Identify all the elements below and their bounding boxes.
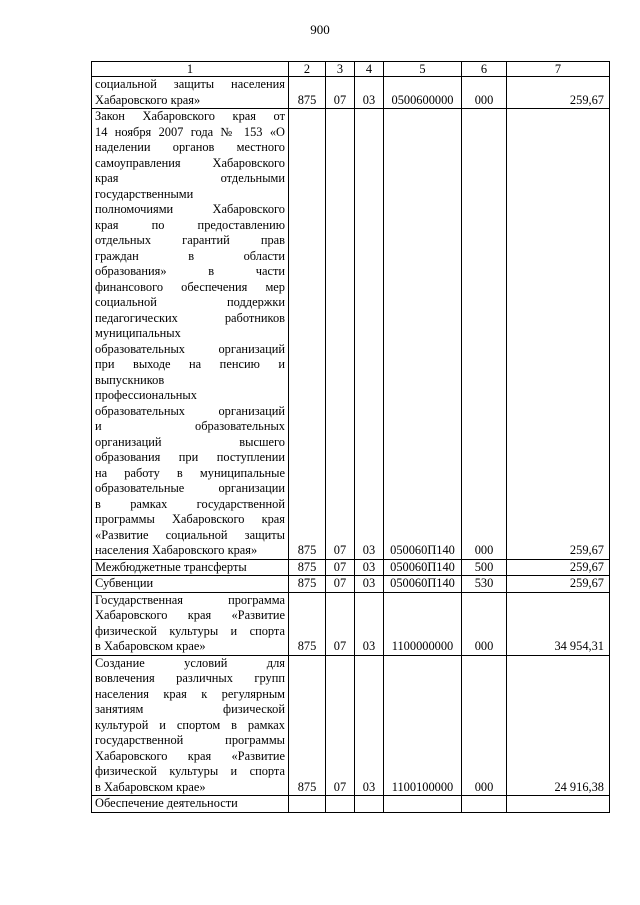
row-name-line: государственными — [95, 186, 194, 201]
row-name-line: образования» в части — [95, 264, 285, 278]
row-name-line: социальной поддержки — [95, 295, 285, 309]
target-article-cell: 1100000000 — [384, 592, 462, 655]
section-code-cell: 07 — [326, 77, 355, 109]
row-name-line: Государственная программа — [95, 592, 285, 607]
row-name-line: 14 ноября 2007 года № 153 «О — [95, 124, 285, 139]
row-name-cell — [92, 592, 289, 655]
ministry-code-cell: 875 — [289, 655, 326, 796]
subsection-code-cell: 03 — [355, 109, 384, 560]
row-name-line: организаций высшего — [95, 434, 285, 449]
column-header: 5 — [384, 62, 462, 77]
table-row — [92, 796, 610, 813]
expense-type-cell: 000 — [462, 77, 507, 109]
column-header: 3 — [326, 62, 355, 77]
row-name-cell — [92, 109, 289, 560]
section-code-cell — [326, 796, 355, 813]
target-article-cell: 050060П140 — [384, 559, 462, 576]
amount-cell: 259,67 — [507, 576, 610, 593]
page-number: 900 — [310, 22, 330, 37]
subsection-code-cell: 03 — [355, 559, 384, 576]
subsection-code-cell: 03 — [355, 592, 384, 655]
row-name-line: Межбюджетные трансферты — [95, 559, 247, 574]
row-name-line: «Развитие социальной защиты — [95, 527, 285, 542]
row-name-line: края по предоставлению — [95, 217, 285, 232]
row-name-line: выпускников — [95, 372, 165, 387]
subsection-code-cell: 03 — [355, 655, 384, 796]
row-name-line: занятиям физической — [95, 702, 285, 716]
row-name-line: в рамках государственной — [95, 496, 285, 511]
ministry-code-cell: 875 — [289, 576, 326, 593]
ministry-code-cell — [289, 796, 326, 813]
table-row — [92, 592, 610, 655]
table-body — [92, 77, 610, 813]
row-name-cell — [92, 77, 289, 109]
expense-type-cell: 000 — [462, 592, 507, 655]
row-name-line: Субвенции — [95, 576, 154, 590]
target-article-cell: 0500600000 — [384, 77, 462, 109]
column-header: 2 — [289, 62, 326, 77]
row-name-line: образовательных организаций — [95, 403, 285, 418]
row-name-line: образовательных организаций — [95, 341, 285, 356]
row-name-line: финансового обеспечения мер — [95, 279, 285, 294]
target-article-cell: 050060П140 — [384, 109, 462, 560]
expense-type-cell: 530 — [462, 576, 507, 593]
column-header: 4 — [355, 62, 384, 77]
row-name-line: Закон Хабаровского края от — [95, 109, 285, 123]
table-row — [92, 77, 610, 109]
row-name-line: Хабаровского края» — [95, 92, 201, 107]
row-name-line: вовлечения различных групп — [95, 671, 285, 685]
amount-cell: 259,67 — [507, 77, 610, 109]
target-article-cell: 050060П140 — [384, 576, 462, 593]
subsection-code-cell — [355, 796, 384, 813]
section-code-cell: 07 — [326, 592, 355, 655]
row-name-line: населения Хабаровского края» — [95, 543, 258, 557]
table-row — [92, 655, 610, 796]
table-header-row — [92, 62, 610, 77]
row-name-line: на работу в муниципальные — [95, 465, 285, 480]
subsection-code-cell: 03 — [355, 77, 384, 109]
row-name-line: наделении органов местного — [95, 140, 285, 154]
row-name-line: физической культуры и спорта — [95, 764, 285, 778]
row-name-line: населения края к регулярным — [95, 686, 285, 701]
row-name-line: образовательные организации — [95, 481, 285, 495]
expense-type-cell: 000 — [462, 655, 507, 796]
row-name-line: педагогических работников — [95, 310, 285, 325]
amount-cell: 259,67 — [507, 109, 610, 560]
section-code-cell: 07 — [326, 655, 355, 796]
budget-table — [91, 61, 610, 813]
amount-cell: 34 954,31 — [507, 592, 610, 655]
row-name-line: при выходе на пенсию и — [95, 357, 285, 371]
ministry-code-cell: 875 — [289, 559, 326, 576]
subsection-code-cell: 03 — [355, 576, 384, 593]
row-name-line: самоуправления Хабаровского — [95, 155, 285, 170]
row-name-line: граждан в области — [95, 248, 285, 263]
row-name-line: Обеспечение деятельности — [95, 796, 238, 810]
column-header: 6 — [462, 62, 507, 77]
ministry-code-cell: 875 — [289, 77, 326, 109]
ministry-code-cell: 875 — [289, 592, 326, 655]
row-name-line: Хабаровского края «Развитие — [95, 748, 285, 763]
row-name-line: культурой и спортом в рамках — [95, 717, 285, 732]
expense-type-cell: 500 — [462, 559, 507, 576]
expense-type-cell: 000 — [462, 109, 507, 560]
ministry-code-cell: 875 — [289, 109, 326, 560]
row-name-line: и образовательных — [95, 419, 285, 433]
row-name-line: Создание условий для — [95, 655, 285, 670]
section-code-cell: 07 — [326, 559, 355, 576]
target-article-cell — [384, 796, 462, 813]
row-name-line: образования при поступлении — [95, 450, 285, 464]
row-name-line: государственной программы — [95, 733, 285, 747]
amount-cell — [507, 796, 610, 813]
row-name-line: полномочиями Хабаровского — [95, 202, 285, 216]
amount-cell: 259,67 — [507, 559, 610, 576]
section-code-cell: 07 — [326, 576, 355, 593]
column-header: 7 — [507, 62, 610, 77]
row-name-cell — [92, 655, 289, 796]
row-name-line: муниципальных — [95, 326, 181, 340]
row-name-line: социальной защиты населения — [95, 77, 285, 91]
expense-type-cell — [462, 796, 507, 813]
row-name-line: Хабаровского края «Развитие — [95, 608, 285, 622]
column-header: 1 — [92, 62, 289, 77]
target-article-cell: 1100100000 — [384, 655, 462, 796]
row-name-line: края отдельными — [95, 171, 285, 185]
row-name-line: отдельных гарантий прав — [95, 233, 285, 247]
row-name-line: физической культуры и спорта — [95, 623, 285, 638]
amount-cell: 24 916,38 — [507, 655, 610, 796]
table-row — [92, 559, 610, 576]
row-name-cell — [92, 576, 289, 593]
row-name-line: в Хабаровском крае» — [95, 779, 206, 794]
row-name-cell — [92, 796, 289, 813]
table-row — [92, 109, 610, 560]
row-name-line: в Хабаровском крае» — [95, 639, 206, 653]
row-name-line: профессиональных — [95, 388, 197, 402]
table-row — [92, 576, 610, 593]
row-name-line: программы Хабаровского края — [95, 512, 285, 526]
section-code-cell: 07 — [326, 109, 355, 560]
row-name-cell — [92, 559, 289, 576]
